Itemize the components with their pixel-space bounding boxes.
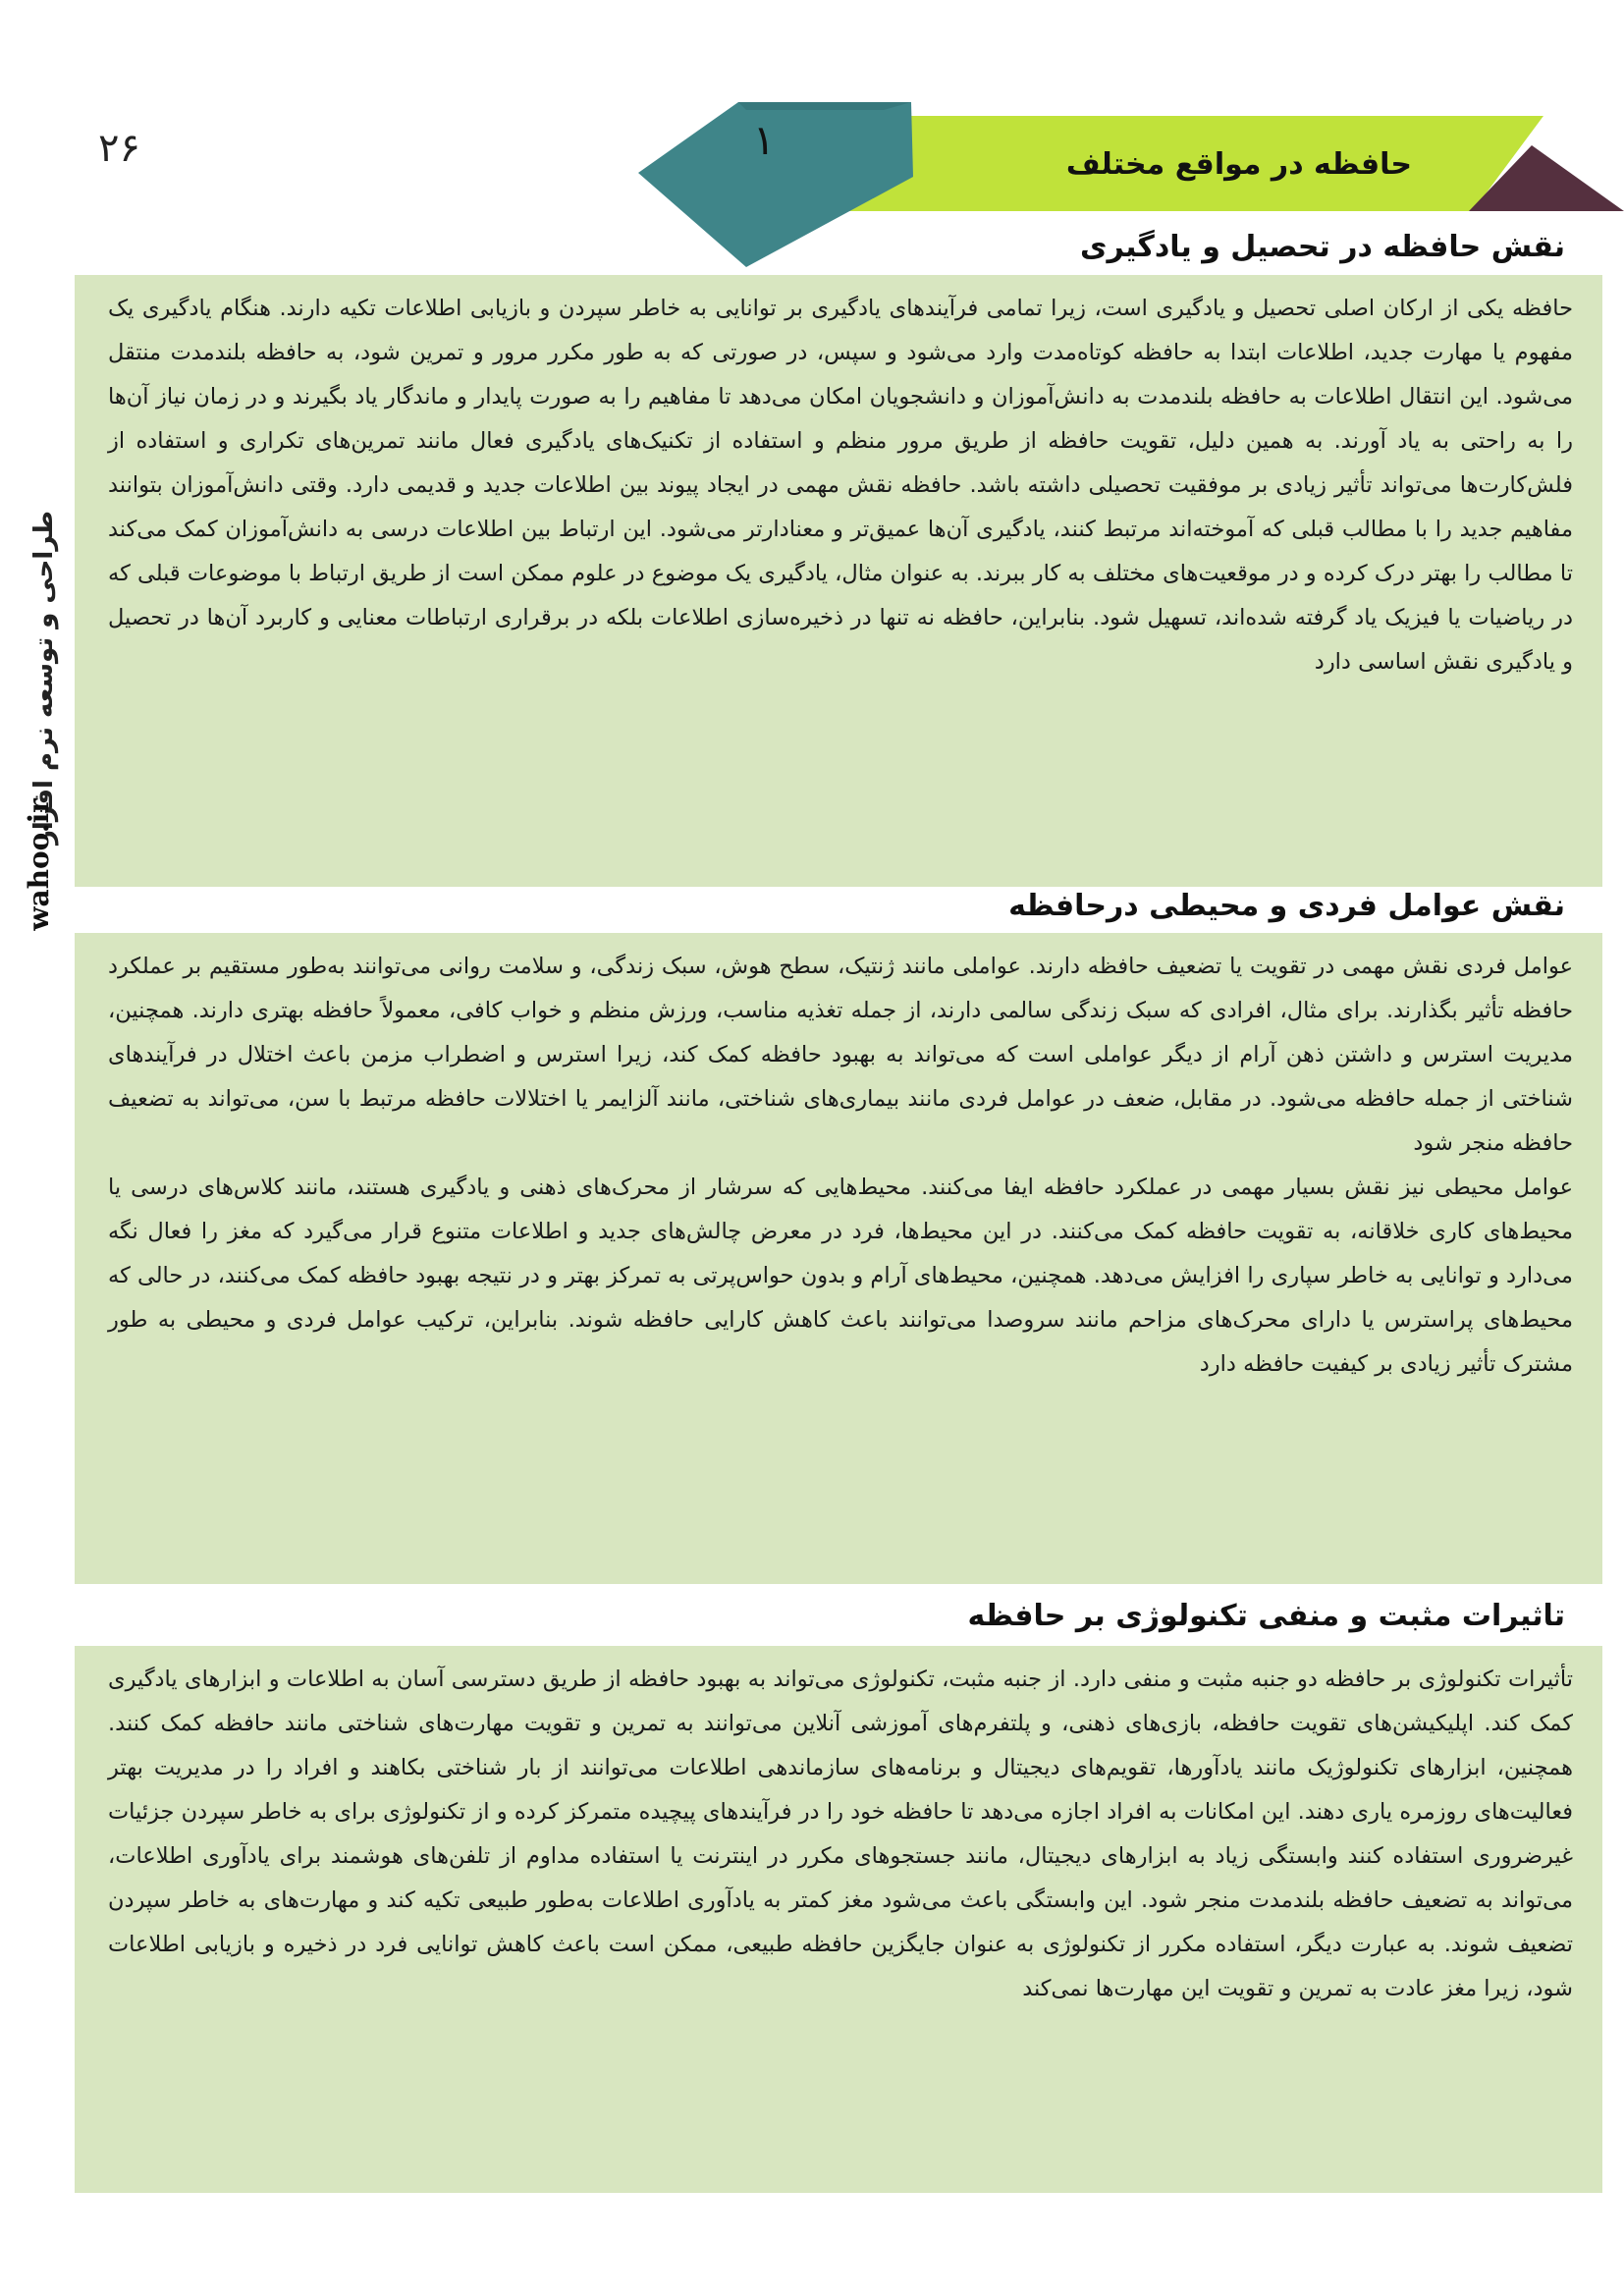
diamond-shadow xyxy=(738,102,911,110)
section-education-box xyxy=(75,275,1602,887)
section-factors-paragraph-2: عوامل محیطی نیز نقش بسیار مهمی در عملکرد حافظه ایفا می‌کنند. محیط‌هایی که سرشار از محرک‌های ذهنی و یادگیری هستند، مانند کلاس‌های درسی یا محیط‌های کاری خلاقانه، به تقویت حافظه کمک می‌کنند. در این محیط‌ها، فرد در معرض چالش‌های جدید و اطلاعات متنوع قرار می‌گیرد که مغز را فعال نگه می‌دارد و توانایی به خاطر سپاری را افزایش می‌دهد. همچنین، محیط‌های آرام و بدون حواس‌پرتی به تمرکز بهتر و در نتیجه بهبود حافظه کمک می‌کنند، در حالی که محیط‌های پراسترس یا دارای محرک‌های مزاحم مانند سروصدا می‌توانند باعث کاهش کارایی حافظه شوند. بنابراین، ترکیب عوامل فردی و محیطی به طور مشترک تأثیر زیادی بر کیفیت حافظه دارد xyxy=(108,1175,1573,1377)
side-credit-text: طراحی و توسعه نرم افزار xyxy=(29,510,59,846)
side-website xyxy=(14,786,63,943)
page-number: ۲۶ xyxy=(98,126,140,171)
chapter-title: حافظه در مواقع مختلف xyxy=(1065,147,1412,182)
section-title-factors: نقش عوامل فردی و محیطی درحافظه xyxy=(1008,889,1565,923)
section-title-education: نقش حافظه در تحصیل و یادگیری xyxy=(1080,230,1565,264)
section-technology-paragraph: تأثیرات تکنولوژی بر حافظه دو جنبه مثبت و منفی دارد. از جنبه مثبت، تکنولوژی می‌تواند به بهبود حافظه از طریق دسترسی آسان به اطلاعات و ابزارهای یادگیری کمک کند. اپلیکیشن‌های تقویت حافظه، بازی‌های ذهنی، و پلتفرم‌های آموزشی آنلاین می‌توانند به تمرین و تقویت مهارت‌های شناختی مانند حافظه کمک کنند. همچنین، ابزارهای تکنولوژیک مانند یادآورها، تقویم‌های دیجیتال و برنامه‌های سازماندهی اطلاعات می‌توانند از بار شناختی بکاهند و افراد را در مدیریت بهتر فعالیت‌های روزمره یاری دهند. این امکانات به افراد اجازه می‌دهد تا حافظه خود را در فرآیندهای پیچیده متمرکز کرده و از تکنولوژی برای به خاطر سپردن جزئیات غیرضروری استفاده کنند وابستگی زیاد به ابزارهای دیجیتال، مانند جستجوهای مکرر در اینترنت یا استفاده مداوم از تلفن‌های هوشمند برای یادآوری اطلاعات، می‌تواند به تضعیف حافظه بلندمدت منجر شود. این وابستگی باعث می‌شود مغز کمتر به یادآوری اطلاعات به‌طور طبیعی تکیه کند و مهارت‌های به خاطر سپردن تضعیف شوند. به عبارت دیگر، استفاده مکرر از تکنولوژی به عنوان جایگزین حافظه طبیعی، ممکن است باعث کاهش توانایی فرد در ذخیره و بازیابی اطلاعات شود، زیرا مغز عادت به تمرین و تقویت این مهارت‌ها نمی‌کند xyxy=(108,1667,1573,2001)
section-title-technology: تاثیرات مثبت و منفی تکنولوژی بر حافظه xyxy=(967,1599,1565,1633)
section-education-paragraph: حافظه یکی از ارکان اصلی تحصیل و یادگیری است، زیرا تمامی فرآیندهای یادگیری بر توانایی به خاطر سپردن و بازیابی اطلاعات تکیه دارند. هنگام یادگیری یک مفهوم یا مهارت جدید، اطلاعات ابتدا به حافظه کوتاه‌مدت وارد می‌شود و سپس، در صورتی که به طور مکرر مرور و تمرین شود، به حافظه بلندمدت منتقل می‌شود. این انتقال اطلاعات به حافظه بلندمدت به دانش‌آموزان و دانشجویان امکان می‌دهد تا مفاهیم را به صورت پایدار و ماندگار یاد بگیرند و در زمان نیاز آن‌ها را به راحتی به یاد آورند. به همین دلیل، تقویت حافظه از طریق مرور منظم و استفاده از تکنیک‌های یادگیری فعال مانند تمرین‌های تکراری و استفاده از فلش‌کارت‌ها می‌تواند تأثیر زیادی بر موفقیت تحصیلی داشته باشد. حافظه نقش مهمی در ایجاد پیوند بین اطلاعات جدید و قدیمی دارد. وقتی دانش‌آموزان بتوانند مفاهیم جدید را با مطالب قبلی که آموخته‌اند مرتبط کنند، یادگیری آن‌ها عمیق‌تر و معنادارتر می‌شود. این ارتباط بین اطلاعات درسی به دانش‌آموزان کمک می‌کند تا مطالب را بهتر درک کرده و در موقعیت‌های مختلف به کار ببرند. به عنوان مثال، یادگیری یک موضوع در علوم ممکن است از طریق ارتباط با موضوعات قبلی که در ریاضیات یا فیزیک یاد گرفته شده‌اند، تسهیل شود. بنابراین، حافظه نه تنها در ذخیره‌سازی اطلاعات بلکه در برقراری ارتباطات معنایی و کاربرد آن‌ها در تحصیل و یادگیری نقش اساسی دارد xyxy=(108,296,1573,675)
side-website-text: wahoo.ir xyxy=(22,797,55,931)
section-factors-box xyxy=(75,933,1602,1584)
chapter-number: ۱ xyxy=(752,116,776,164)
section-factors-paragraph-1: عوامل فردی نقش مهمی در تقویت یا تضعیف حافظه دارند. عواملی مانند ژنتیک، سطح هوش، سبک زندگی، و سلامت روانی می‌توانند به‌طور مستقیم بر عملکرد حافظه تأثیر بگذارند. برای مثال، افرادی که سبک زندگی سالمی دارند، از جمله تغذیه مناسب، ورزش منظم و خواب کافی، معمولاً حافظه بهتری دارند. همچنین، مدیریت استرس و داشتن ذهن آرام از دیگر عواملی است که می‌تواند به بهبود حافظه کمک کند، زیرا استرس و اضطراب مزمن باعث اختلال در فرآیندهای شناختی از جمله حافظه می‌شود. در مقابل، ضعف در عوامل فردی مانند بیماری‌های شناختی، مانند آلزایمر یا اختلالات حافظه مرتبط با سن، می‌تواند به تضعیف حافظه منجر شود xyxy=(108,954,1573,1156)
section-technology-box xyxy=(75,1646,1602,2193)
